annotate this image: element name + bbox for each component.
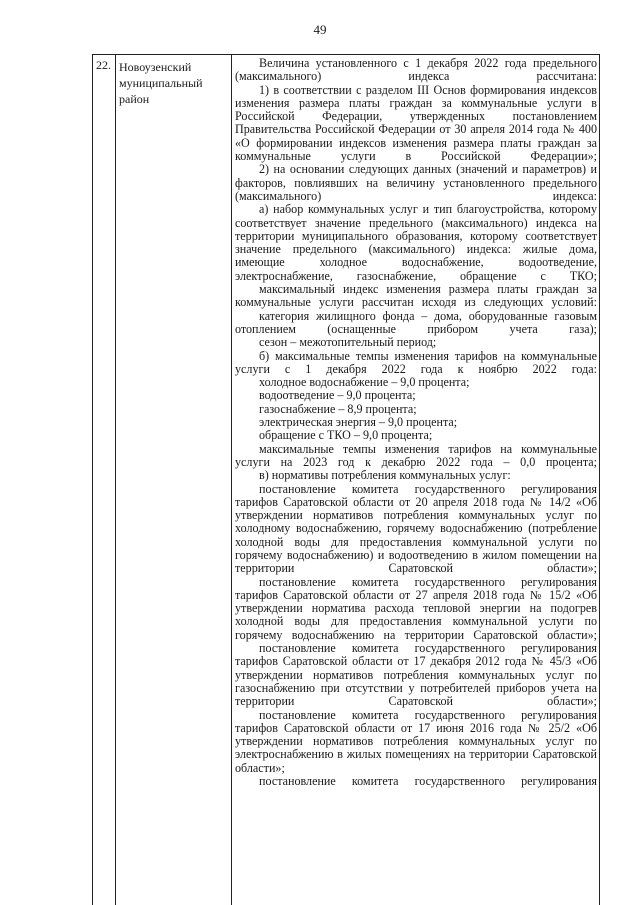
paragraph: категория жилищного фонда – дома, оборудованные газовым отоплением (оснащенные прибором учета газа); <box>235 308 597 336</box>
row-number: 22. <box>96 58 111 72</box>
paragraph: постановление комитета государственного регулирования тарифов Саратовской области от 17 декабря 2012 года № 45/3 «Об утверждении нормативов потребления коммунальных услуг по газоснабжению при отсутствии у потребителей приборов учета на территории Саратовской области»; <box>235 641 597 709</box>
district-name-line: район <box>119 92 150 107</box>
paragraph: водоотведение – 9,0 процента; <box>259 388 416 403</box>
district-name <box>119 59 229 108</box>
paragraph: а) набор коммунальных услуг и тип благоустройства, которому соответствует значение предельного (максимального) индекса на территории муниципального образования, которому соответствует значение предельного (максимального) индекса: жилые дома, имеющие холодное водоснабжение, водоотведение, электроснабжение, газоснабжение, обращение с ТКО; <box>235 202 597 283</box>
paragraph: электрическая энергия – 9,0 процента; <box>259 415 458 430</box>
paragraph: постановление комитета государственного регулирования тарифов Саратовской области от 20 апреля 2018 года № 14/2 «Об утверждении нормативов потребления коммунальных услуг по холодному водоснабжению, горячему водоснабжению (потребление холодной воды для предоставления коммунальной услуги по горячему водоснабжению) и водоотведению в жилом помещении на территории Саратовской области»; <box>235 481 597 576</box>
page-number: 49 <box>313 22 327 37</box>
paragraph: сезон – межотопительный период; <box>259 335 437 350</box>
paragraph: постановление комитета государственного регулирования тарифов Саратовской области от 27 апреля 2018 года № 15/2 «Об утверждении норматива расхода тепловой энергии на подогрев холодной воды для предоставления коммунальной услуги по горячему водоснабжению на территории Саратовской области»; <box>235 574 597 642</box>
column-divider <box>115 55 116 905</box>
paragraph: б) максимальные темпы изменения тарифов на коммунальные услуги с 1 декабря 2022 года к ноябрю 2022 года: <box>235 348 597 376</box>
paragraph: 2) на основании следующих данных (значений и параметров) и факторов, повлиявших на величину установленного предельного (максимального) индекса: <box>235 162 597 203</box>
paragraph: постановление комитета государственного регулирования <box>259 774 597 789</box>
paragraph: Величина установленного с 1 декабря 2022 года предельного (максимального) индекса рассчитана: <box>235 56 597 84</box>
paragraph: 1) в соответствии с разделом III Основ формирования индексов изменения размера платы граждан за коммунальные услуги в Российской Федерации, утвержденных постановлением Правительства Российской Федерации от 30 апреля 2014 года № 400 «О формировании индексов изменения размера платы граждан за коммунальные услуги в Российской Федерации»; <box>235 82 597 164</box>
paragraph: максимальный индекс изменения размера платы граждан за коммунальные услуги рассчитан исходя из следующих условий: <box>235 282 597 310</box>
paragraph: в) нормативы потребления коммунальных услуг: <box>259 468 511 483</box>
paragraph: постановление комитета государственного регулирования тарифов Саратовской области от 17 июня 2016 года № 25/2 «Об утверждении нормативов потребления коммунальных услуг по электроснабжению в жилых помещениях на территории Саратовской области»; <box>235 707 597 775</box>
paragraph: обращение с ТКО – 9,0 процента; <box>259 428 433 443</box>
document-table <box>92 54 600 905</box>
column-divider <box>231 55 232 905</box>
paragraph: холодное водоснабжение – 9,0 процента; <box>259 375 470 390</box>
paragraph: газоснабжение – 8,9 процента; <box>259 401 417 416</box>
index-description <box>235 57 597 788</box>
district-name-line: Новоузенский <box>119 60 192 74</box>
paragraph: максимальные темпы изменения тарифов на коммунальные услуги на 2023 год к декабрю 2022 года – 0,0 процента; <box>235 441 597 469</box>
district-name-line: муниципальный <box>119 76 203 91</box>
